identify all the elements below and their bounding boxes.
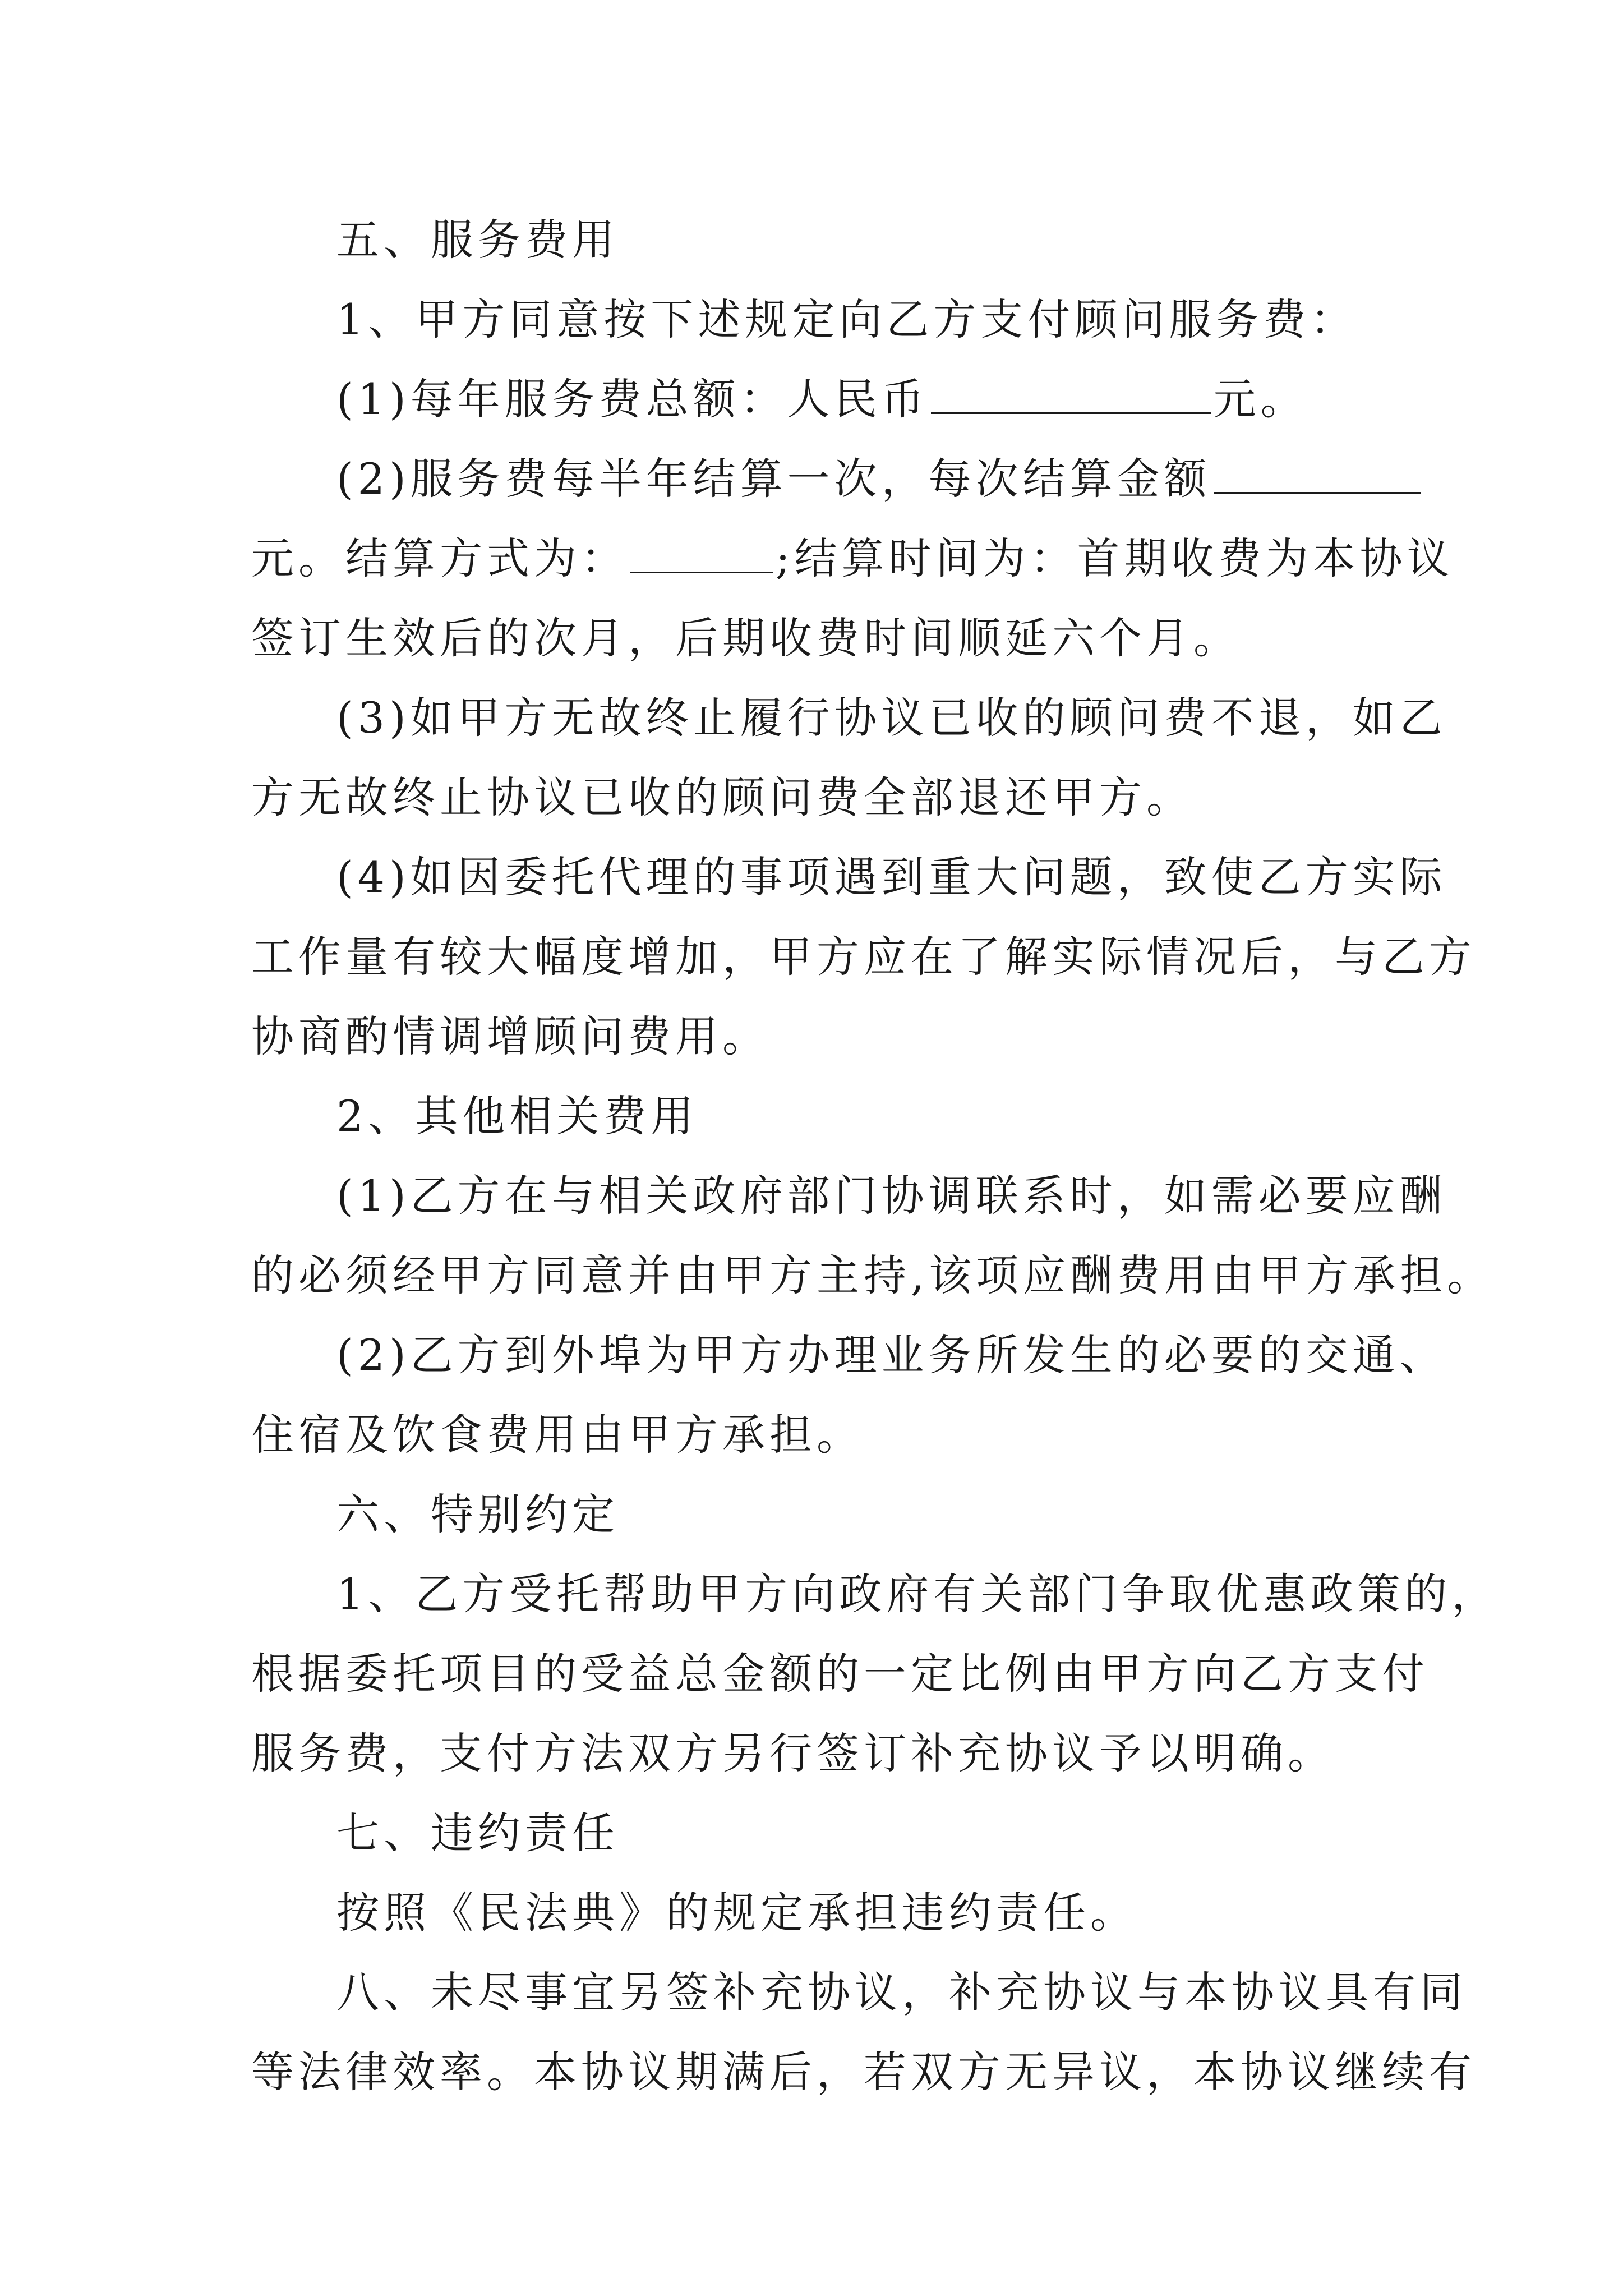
line-text: 住宿及饮食费用由甲方承担。 [251,1410,864,1460]
line-text: 六、特别约定 [336,1489,619,1539]
clause-paragraph [0,1714,1623,1793]
line-text: ;结算时间为：首期收费为本协议 [776,533,1454,583]
line-text: (3)如甲方无故终止履行协议已收的顾问费不退，如乙 [336,693,1447,743]
subsection-heading [0,1077,1623,1156]
line-text: (2)服务费每半年结算一次，每次结算金额 [336,454,1211,504]
clause-paragraph [0,1874,1623,1952]
line-text: 七、违约责任 [336,1808,619,1858]
line-text: (2)乙方到外埠为甲方办理业务所发生的必要的交通、 [336,1330,1447,1380]
line-text: 协商酌情调增顾问费用。 [251,1011,769,1061]
clause-paragraph [0,1635,1623,1713]
line-text: 方无故终止协议已收的顾问费全部退还甲方。 [251,772,1193,822]
clause-paragraph [0,1555,1623,1634]
section-heading-liability [0,1794,1623,1872]
fill-in-blank [1214,454,1421,494]
clause-paragraph [0,1396,1623,1474]
line-text: 八、未尽事宜另签补充协议，补充协议与本协议具有同 [336,1967,1467,2017]
line-text: 元。结算方式为： [251,533,628,583]
line-text: 的必须经甲方同意并由甲方主持,该项应酬费用由甲方承担。 [251,1250,1495,1300]
line-text: 五、服务费用 [336,215,619,265]
line-text: 服务费，支付方法双方另行签订补充协议予以明确。 [251,1728,1335,1778]
line-text: 2、其他相关费用 [336,1091,698,1141]
clause-paragraph [0,519,1623,598]
line-text: (1)乙方在与相关政府部门协调联系时，如需必要应酬 [336,1171,1447,1221]
line-text: 1、乙方受托帮助甲方向政府有关部门争取优惠政策的， [336,1569,1499,1619]
clause-paragraph [0,758,1623,837]
section-heading-special-terms [0,1475,1623,1554]
clause-paragraph [0,1236,1623,1315]
clause-paragraph [0,1157,1623,1235]
clause-paragraph [0,679,1623,757]
line-text: 1、甲方同意按下述规定向乙方支付顾问服务费： [336,295,1358,344]
line-text: 等法律效率。本协议期满后，若双方无异议，本协议继续有 [251,2047,1476,2097]
clause-paragraph [0,997,1623,1076]
clause-paragraph [0,280,1623,359]
clause-paragraph [0,440,1623,518]
clause-paragraph [0,838,1623,917]
clause-paragraph [0,2033,1623,2111]
line-text: 工作量有较大幅度增加，甲方应在了解实际情况后，与乙方 [251,932,1476,982]
section-heading-service-fees [0,201,1623,279]
line-text: (4)如因委托代理的事项遇到重大问题，致使乙方实际 [336,852,1447,902]
clause-paragraph [0,1953,1623,2032]
line-text: 签订生效后的次月，后期收费时间顺延六个月。 [251,613,1241,663]
line-text: 根据委托项目的受益总金额的一定比例由甲方向乙方支付 [251,1649,1429,1699]
clause-paragraph [0,1316,1623,1395]
line-text: 按照《民法典》的规定承担违约责任。 [336,1888,1137,1938]
line-text: 元。 [1213,374,1308,424]
line-text: (1)每年服务费总额：人民币 [336,374,929,424]
fill-in-blank [630,533,773,573]
fill-in-blank [931,374,1211,414]
clause-paragraph [0,360,1623,439]
clause-paragraph [0,918,1623,996]
clause-paragraph [0,599,1623,678]
